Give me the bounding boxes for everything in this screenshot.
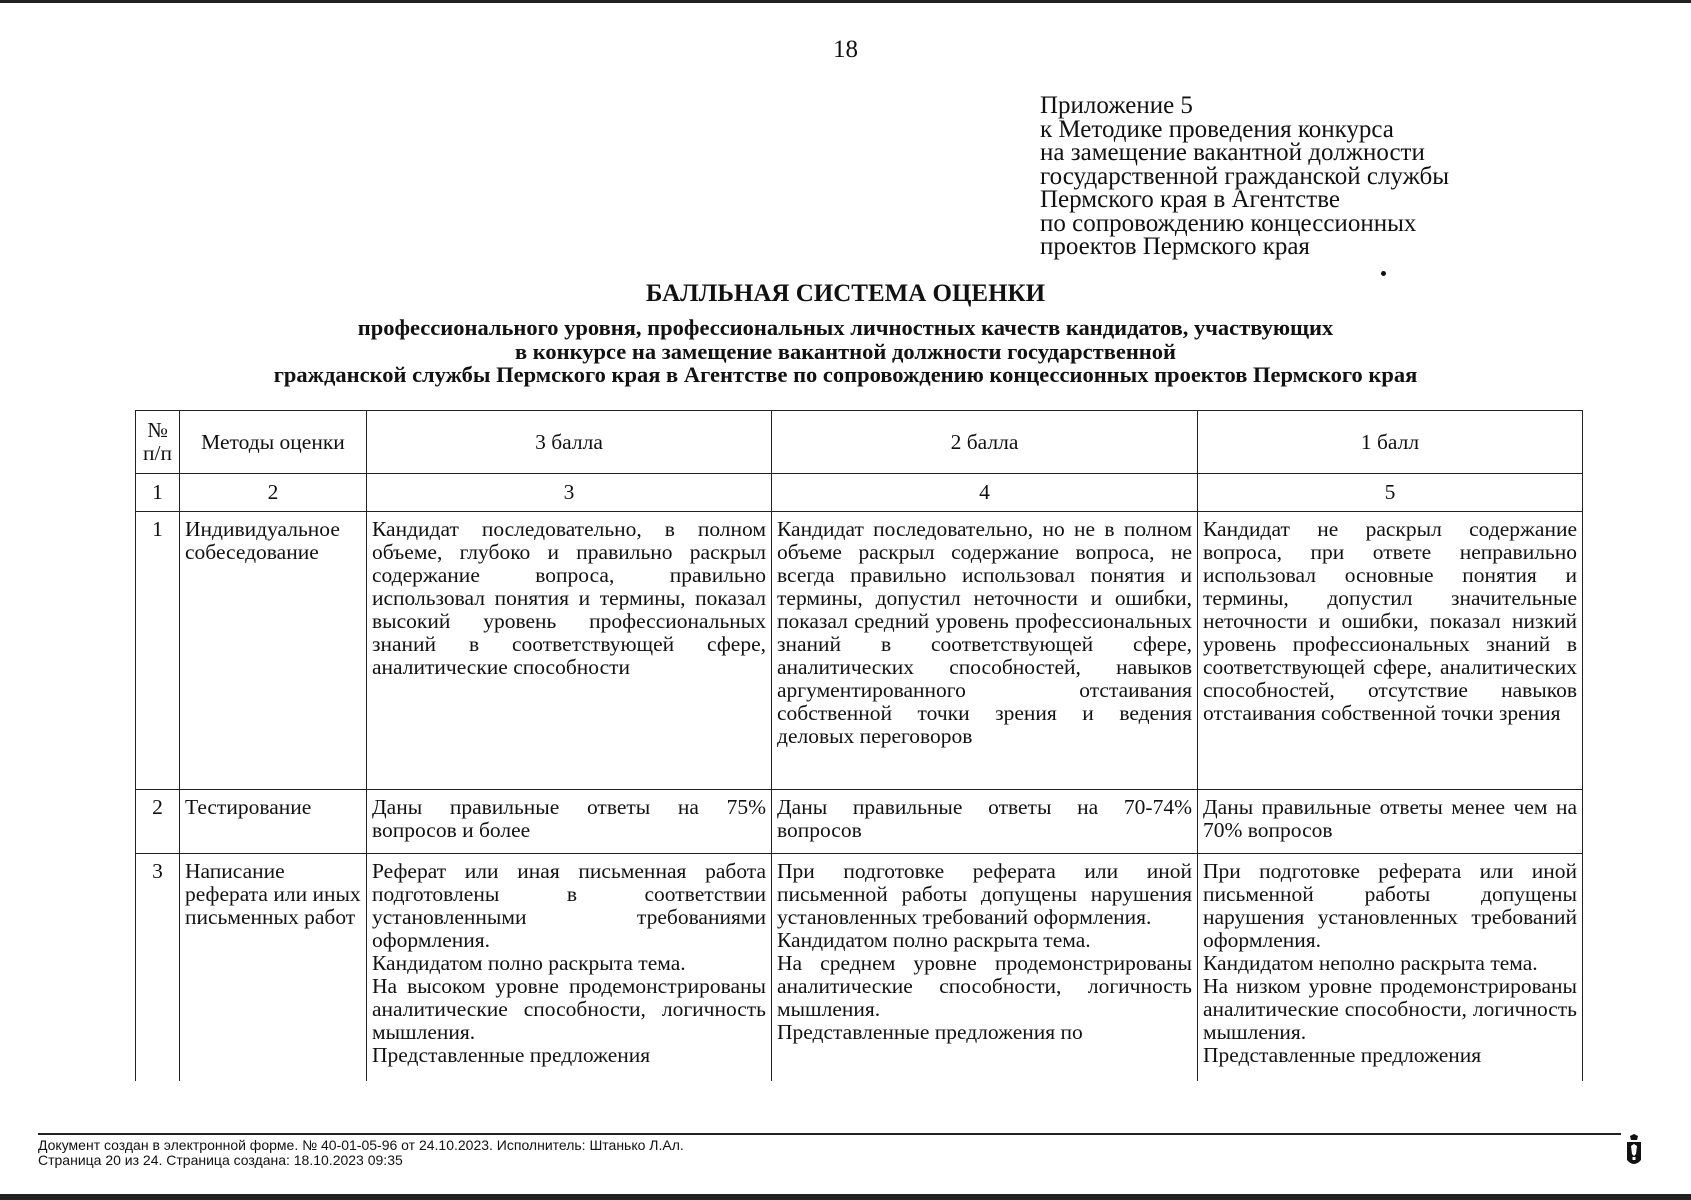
page-top-edge (0, 0, 1691, 3)
footer-note (38, 1138, 684, 1168)
header-score-1: 1 балл (1198, 411, 1583, 474)
subtitle-line: гражданской службы Пермского края в Агентстве по сопровождению концессионных проектов Пермского края (273, 362, 1418, 387)
column-number: 4 (772, 474, 1198, 512)
column-number: 3 (367, 474, 772, 512)
column-number: 5 (1198, 474, 1583, 512)
paragraph: На среднем уровне продемонстрированы аналитические способности, логичность мышления. (777, 951, 1192, 1021)
paragraph: Кандидатом полно раскрыта тема. (372, 951, 686, 975)
coat-of-arms-icon (1624, 1134, 1644, 1170)
row-number: 3 (136, 854, 180, 1082)
subtitle-line: профессионального уровня, профессиональных личностных качеств кандидатов, участвующих (357, 315, 1334, 340)
paragraph: На высоком уровне продемонстрированы аналитические способности, логичность мышления. (372, 974, 766, 1044)
header-score-2: 2 балла (772, 411, 1198, 474)
row-score-2 (772, 854, 1198, 1082)
row-number: 1 (136, 512, 180, 790)
appendix-line: к Методике проведения конкурса (1040, 115, 1394, 143)
stray-dot (1381, 271, 1386, 276)
row-method: Индивидуальное собеседование (180, 512, 367, 790)
paragraph: Представленные предложения (372, 1043, 651, 1067)
paragraph: Кандидатом неполно раскрыта тема. (1203, 951, 1538, 975)
footer-line: Страница 20 из 24. Страница создана: 18.10.2023 09:35 (38, 1152, 403, 1168)
row-score-3: Кандидат последовательно, в полном объеме, глубоко и правильно раскрыл содержание вопроса, правильно использовал понятия и термины, показал высокий уровень профессиональных знаний в соответствующей сфере, аналитические способности (367, 512, 772, 790)
appendix-line: на замещение вакантной должности (1040, 139, 1425, 166)
table-row (136, 854, 1583, 1082)
paragraph: Кандидатом полно раскрыта тема. (777, 928, 1091, 952)
footer-divider (38, 1133, 1621, 1135)
paragraph: Реферат или иная письменная работа подготовлены в соответствии установленными требованиями оформления. (372, 859, 766, 952)
appendix-line: Приложение 5 (1040, 92, 1193, 119)
header-method: Методы оценки (180, 411, 367, 474)
row-score-1: Даны правильные ответы менее чем на 70% вопросов (1198, 790, 1583, 854)
paragraph: Представленные предложения по (777, 1020, 1083, 1044)
appendix-line: проектов Пермского края (1040, 233, 1310, 260)
column-number: 1 (136, 474, 180, 512)
page-bottom-edge (0, 1194, 1691, 1200)
column-number: 2 (180, 474, 367, 512)
footer-line: Документ создан в электронной форме. № 40-01-05-96 от 24.10.2023. Исполнитель: Штанько Л.Ал. (38, 1137, 684, 1153)
appendix-note (1040, 94, 1449, 259)
paragraph: Представленные предложения (1203, 1043, 1482, 1067)
column-number-row (136, 474, 1583, 512)
table-row (136, 790, 1583, 854)
header-score-3: 3 балла (367, 411, 772, 474)
appendix-line: государственной гражданской службы (1040, 162, 1450, 190)
row-number: 2 (136, 790, 180, 854)
row-score-3: Даны правильные ответы на 75% вопросов и более (367, 790, 772, 854)
row-score-1 (1198, 854, 1583, 1082)
paragraph: На низком уровне продемонстрированы аналитические способности, логичность мышления. (1203, 974, 1577, 1044)
row-score-3 (367, 854, 772, 1082)
table-row (136, 512, 1583, 790)
appendix-line: по сопровождению концессионных (1040, 209, 1417, 237)
row-method: Написание реферата или иных письменных работ (180, 854, 367, 1082)
paragraph: При подготовке реферата или иной письменной работы допущены нарушения установленных требований оформления. (1203, 859, 1577, 952)
subtitle-line: в конкурсе на замещение вакантной должности государственной (514, 338, 1176, 364)
row-score-2: Даны правильные ответы на 70-74% вопросов (772, 790, 1198, 854)
row-score-2: Кандидат последовательно, но не в полном объеме раскрыл содержание вопроса, не всегда правильно использовал понятия и термины, допустил неточности и ошибки, показал средний уровень профессиональных знаний в соответствующей сфере, аналитических способностей, навыков аргументированного отстаивания собственной точки зрения и ведения деловых переговоров (772, 512, 1198, 790)
row-method: Тестирование (180, 790, 367, 854)
table-header-row (136, 411, 1583, 474)
page-number: 18 (833, 36, 858, 63)
document-title: БАЛЛЬНАЯ СИСТЕМА ОЦЕНКИ (645, 280, 1046, 307)
header-number: № п/п (136, 411, 180, 474)
row-score-1: Кандидат не раскрыл содержание вопроса, при ответе неправильно использовал основные понятия и термины, допустил значительные неточности и ошибки, показал низкий уровень профессиональных знаний в соответствующей сфере, аналитических способностей, отсутствие навыков отстаивания собственной точки зрения (1198, 512, 1583, 790)
scoring-table (135, 410, 1583, 1081)
document-subtitle (0, 316, 1691, 387)
appendix-line: Пермского края в Агентстве (1040, 186, 1340, 213)
paragraph: При подготовке реферата или иной письменной работы допущены нарушения установленных требований оформления. (777, 859, 1192, 929)
